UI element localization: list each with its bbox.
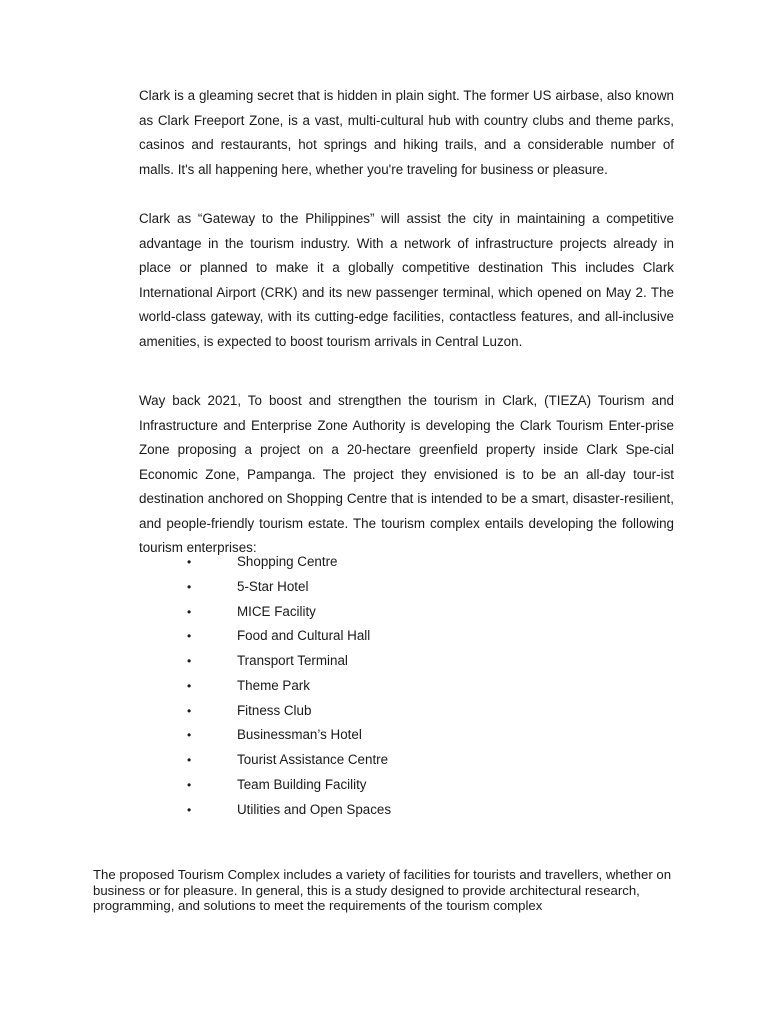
list-item-label: MICE Facility (237, 603, 316, 619)
closing-paragraph: The proposed Tourism Complex includes a variety of facilities for tourists and travellers, whether on business or for pleasure. In general, this is a study designed to provide architectural research, programming, and solutions to meet the requirements of the tourism complex (93, 867, 672, 913)
bullet-icon: • (187, 802, 192, 817)
bullet-icon: • (187, 629, 192, 644)
bullet-icon: • (187, 777, 192, 792)
list-item-label: Tourist Assistance Centre (237, 752, 389, 767)
intro-paragraph: Clark is a gleaming secret that is hidden in plain sight. The former US airbase, also known as Clark Freeport Zone, is a vast, multi-cultural hub with country clubs and theme parks, casinos and restaurants, hot springs and hiking trails, and a considerable number of malls. It's all happening here, whether you're traveling for business or pleasure. (139, 88, 674, 177)
bullet-icon: • (187, 579, 192, 594)
list-item-label: Team Building Facility (237, 776, 367, 792)
list-item-label: Food and Cultural Hall (237, 628, 371, 644)
list-item-label: Theme Park (237, 677, 310, 693)
list-item-label: Shopping Centre (237, 554, 338, 569)
list-item-label: 5-Star Hotel (237, 578, 309, 594)
bullet-icon: • (187, 604, 192, 619)
bullet-icon: • (187, 753, 192, 767)
list-item-label: Fitness Club (237, 702, 312, 718)
bullet-icon: • (187, 654, 192, 668)
bullet-icon: • (187, 555, 192, 569)
bullet-icon: • (187, 678, 192, 693)
list-item-label: Utilities and Open Spaces (237, 801, 392, 817)
tieza-paragraph: Way back 2021, To boost and strengthen the tourism in Clark, (TIEZA) Tourism and Infrastructure and Enterprise Zone Authority is developing the Clark Tourism Enter-prise Zone proposing a project on a 20-hectare greenfield property inside Clark Spe-cial Economic Zone, Pampanga. The project they envisioned is to be an all-day tour-ist destination anchored on Shopping Centre that is intended to be a smart, disaster-resilient, and people-friendly tourism estate. The tourism complex entails developing the following tourism enterprises: (139, 393, 674, 555)
gateway-paragraph: Clark as “Gateway to the Philippines” will assist the city in maintaining a competitive advantage in the tourism industry. With a network of infrastructure projects already in place or planned to make it a globally competitive destination This includes Clark International Airport (CRK) and its new passenger terminal, which opened on May 2. The world-class gateway, with its cutting-edge facilities, contactless features, and all-inclusive amenities, is expected to boost tourism arrivals in Central Luzon. (139, 211, 674, 349)
list-item-label: Businessman’s Hotel (237, 727, 362, 743)
list-item-label: Transport Terminal (237, 653, 348, 668)
bullet-icon: • (187, 728, 192, 743)
bullet-icon: • (187, 703, 192, 718)
